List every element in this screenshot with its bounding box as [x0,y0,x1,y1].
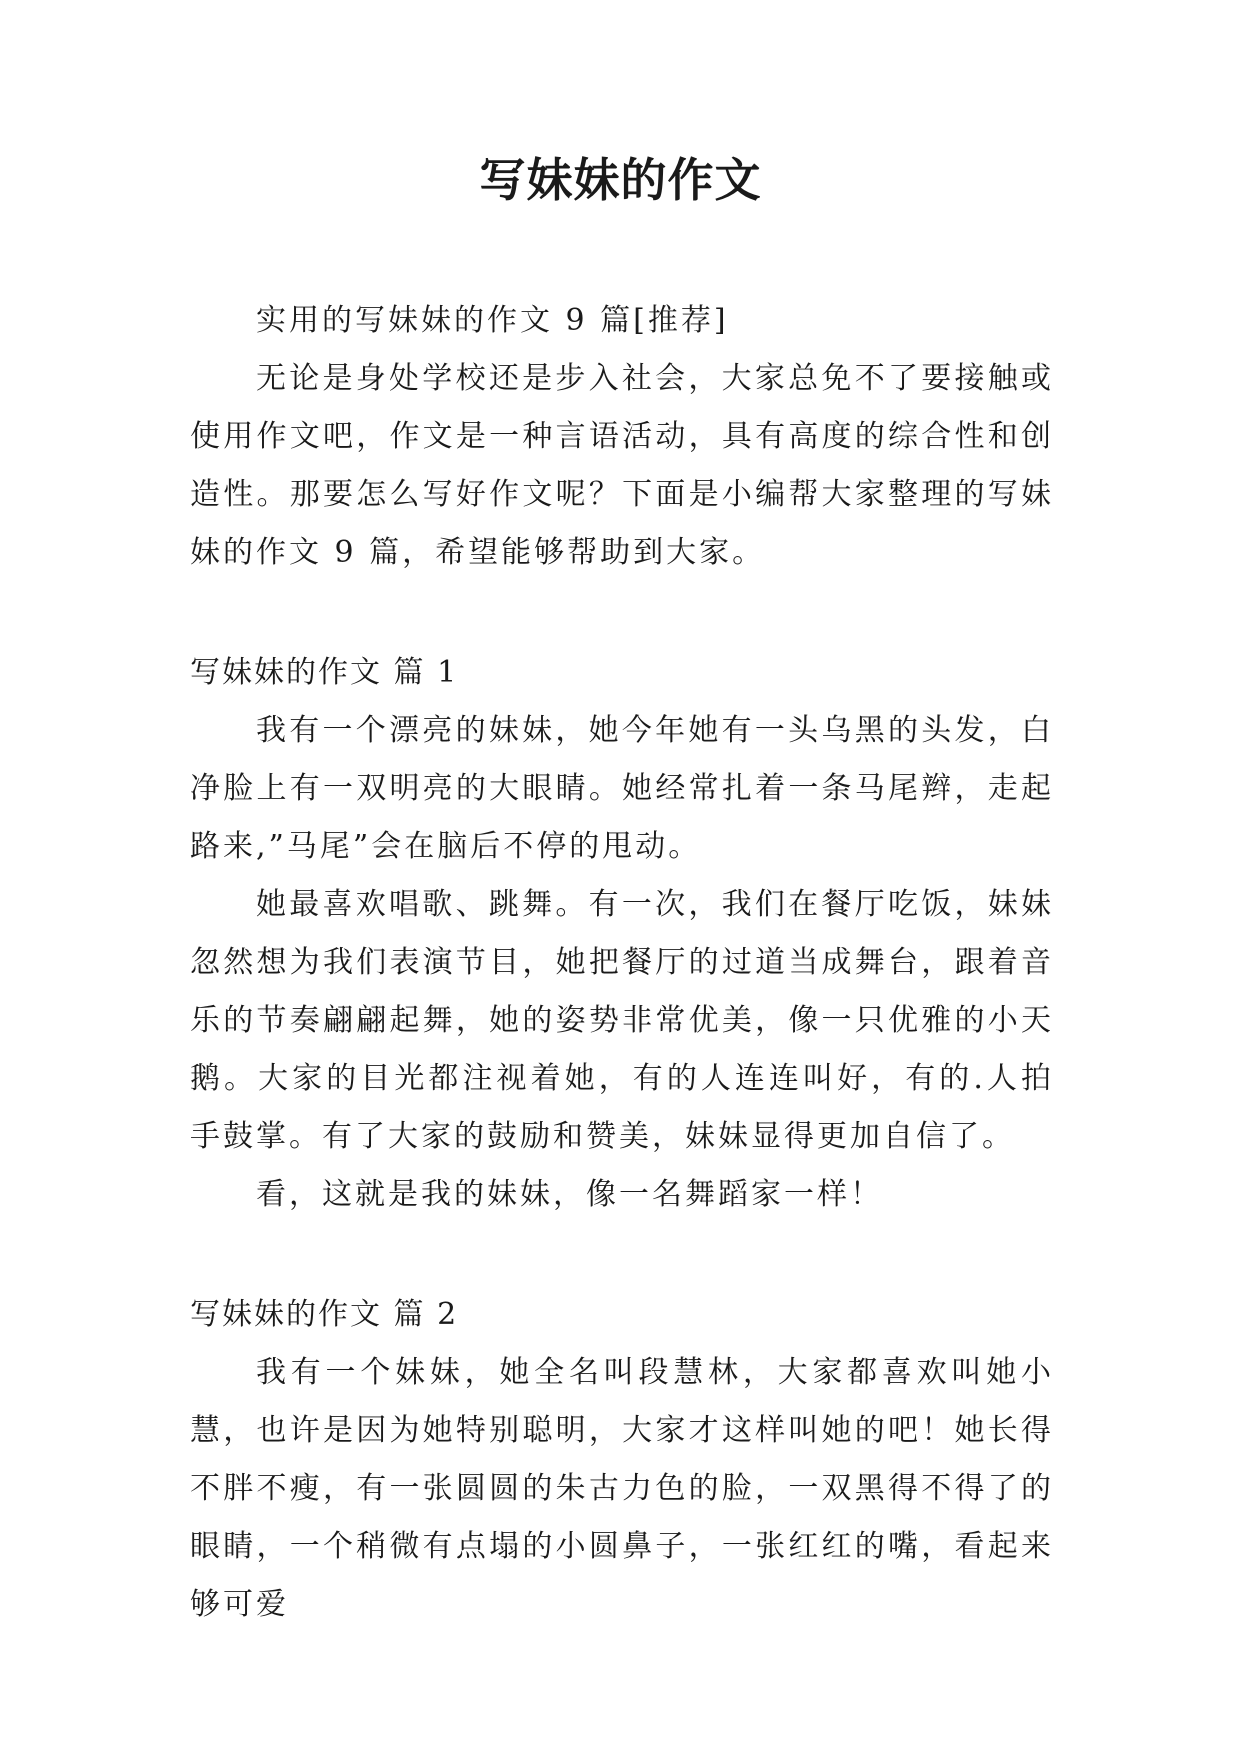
document-subtitle: 实用的写妹妹的作文 9 篇[推荐] [256,303,729,338]
section-1-paragraph-2: 她最喜欢唱歌、跳舞。有一次，我们在餐厅吃饭，妹妹忽然想为我们表演节目，她把餐厅的过道当成舞台，跟着音乐的节奏翩翩起舞，她的姿势非常优美，像一只优雅的小天鹅。大家的目光都注视着她，有的人连连叫好，有的.人拍手鼓掌。有了大家的鼓励和赞美，妹妹显得更加自信了。 [190,887,1054,1154]
section-1-paragraph-3: 看，这就是我的妹妹，像一名舞蹈家一样！ [256,1177,883,1212]
section-heading-1: 写妹妹的作文 篇 1 [190,655,459,690]
section-1-paragraph-1: 我有一个漂亮的妹妹，她今年她有一头乌黑的头发，白净脸上有一双明亮的大眼睛。她经常扎着一条马尾辫，走起路来,”马尾”会在脑后不停的甩动。 [190,713,1054,864]
section-heading-2: 写妹妹的作文 篇 2 [190,1297,459,1332]
document-title: 写妹妹的作文 [479,153,762,207]
intro-paragraph: 无论是身处学校还是步入社会，大家总免不了要接触或使用作文吧，作文是一种言语活动，具有高度的综合性和创造性。那要怎么写好作文呢？下面是小编帮大家整理的写妹妹的作文 9 篇，希望能够帮助到大家。 [190,361,1054,570]
document-body [190,292,1054,1634]
section-2-paragraph-1: 我有一个妹妹，她全名叫段慧林，大家都喜欢叫她小慧，也许是因为她特别聪明，大家才这样叫她的吧！她长得不胖不瘦，有一张圆圆的朱古力色的脸，一双黑得不得了的眼睛，一个稍微有点塌的小圆鼻子，一张红红的嘴，看起来够可爱 [190,1355,1054,1622]
